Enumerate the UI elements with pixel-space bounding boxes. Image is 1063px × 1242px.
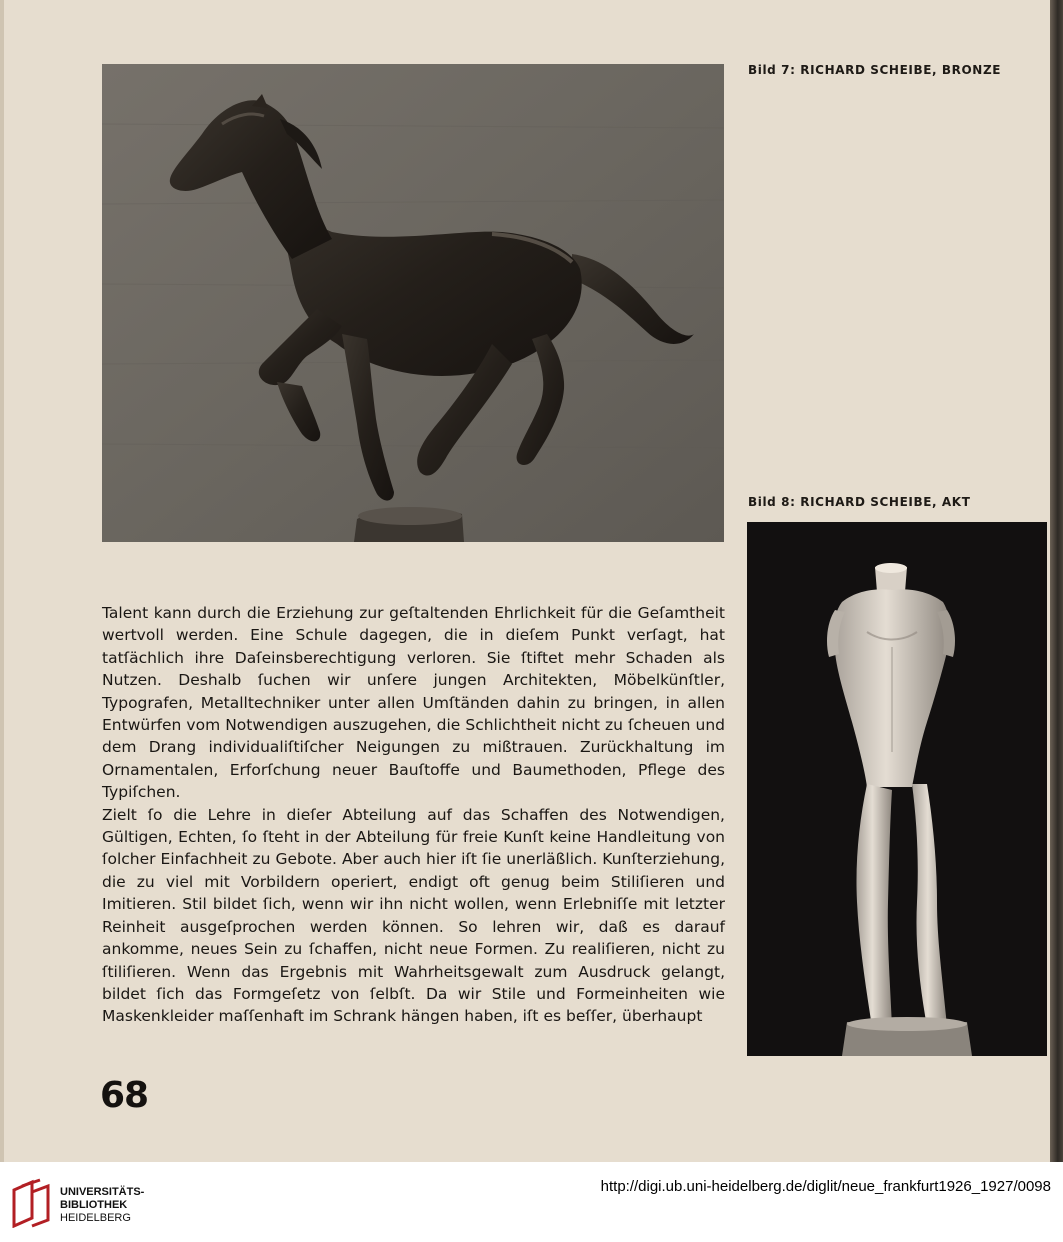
library-name-line-3: HEIDELBERG — [60, 1212, 131, 1224]
body-text — [102, 602, 725, 1028]
source-url-link[interactable]: http://digi.ub.uni-heidelberg.de/diglit/neue_frankfurt1926_1927/0098 — [600, 1178, 1051, 1195]
page-gutter — [0, 0, 4, 1162]
page-number: 68 — [100, 1075, 149, 1116]
nude-torso-photo — [747, 522, 1047, 1056]
horse-bronze-photo — [102, 64, 724, 542]
body-paragraph: Talent kann durch die Erziehung zur geſtaltenden Ehrlichkeit für die Geſamtheit wertvoll werden. Eine Schule dagegen, die in dieſem Punkt verſagt, hat tatſächlich ihre Daſeinsberechtigung verloren. Sie ſtiftet mehr Schaden als Nutzen. Deshalb ſuchen wir unſere jungen Architekten, Möbelkünſtler, Typografen, Metalltechniker unter allen Umſtänden dahin zu bringen, in allen Entwürfen vom Notwendigen auszugehen, die Schlichtheit nicht zu ſcheuen und dem Drang individualiſtiſcher Neigungen zu mißtrauen. Zurückhaltung im Ornamentalen, Erforſchung neuer Bauſtoffe und Baumethoden, Pflege des Typiſchen. — [102, 604, 725, 802]
body-paragraph: Zielt ſo die Lehre in dieſer Abteilung auf das Schaffen des Notwendigen, Gültigen, Echten, ſo ſteht in der Abteilung für freie Kunſt keine Handleitung von ſolcher Einfachheit zu Gebote. Aber auch hier iſt ſie unerläßlich. Kunſterziehung, die zu viel mit Vorbildern operiert, endigt oft genug beim Stiliſieren und Imitieren. Stil bildet ſich, wenn wir ihn nicht wollen, wenn Erlebniſſe mit letzter Reinheit ausgeſprochen werden können. So lehren wir, daß es darauf ankomme, neues Sein zu ſchaffen, nicht neue Formen. Zu realiſieren, nicht zu ſtiliſieren. Wenn das Ergebnis mit Wahrheitsgewalt zum Ausdruck gelangt, bildet ſich das Formgeſetz von ſelbſt. Da wir Stile und Formeinheiten wie Maskenkleider maſſenhaft im Schrank hängen haben, iſt es beſſer, überhaupt — [102, 805, 725, 1026]
page-edge — [1050, 0, 1063, 1162]
library-name-line-2: BIBLIOTHEK — [60, 1199, 128, 1211]
caption-bild-7: Bild 7: RICHARD SCHEIBE, BRONZE — [748, 63, 1002, 77]
caption-bild-8: Bild 8: RICHARD SCHEIBE, AKT — [748, 495, 971, 509]
library-name-line-1: UNIVERSITÄTS- — [60, 1186, 145, 1198]
library-logo-icon[interactable] — [10, 1178, 52, 1228]
